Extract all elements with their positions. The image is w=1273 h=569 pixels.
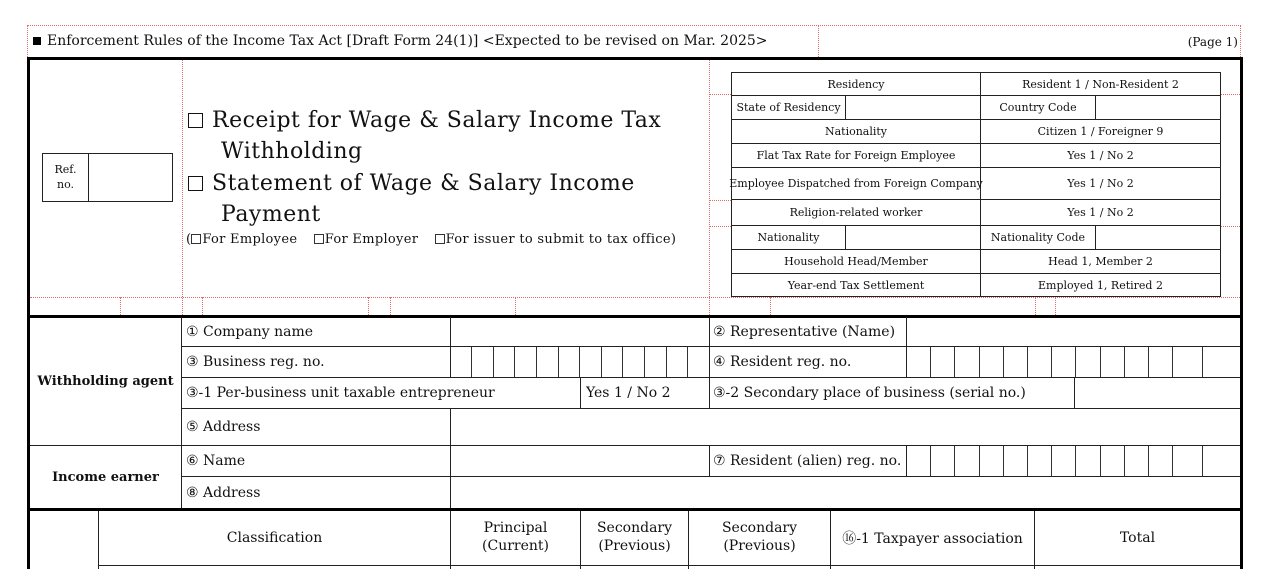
- copy-options: ( For Employee For Employer For issuer to submit to tax office): [186, 232, 677, 247]
- year-end-value[interactable]: Employed 1, Retired 2: [1038, 278, 1163, 292]
- year-end-row: Year-end Tax Settlement Employed 1, Retired 2: [732, 274, 1220, 296]
- page-number: (Page 1): [1187, 35, 1238, 49]
- residency-row: Residency Resident 1 / Non-Resident 2: [732, 73, 1220, 96]
- ref-no-label: Ref. no.: [54, 163, 77, 191]
- resident-reg-label: ④ Resident reg. no.: [713, 354, 852, 370]
- statement-checkbox[interactable]: [188, 176, 203, 191]
- company-name-field[interactable]: [451, 318, 708, 346]
- country-code-field[interactable]: [1096, 96, 1220, 119]
- guide-line: [515, 297, 516, 315]
- withholding-agent-label: Withholding agent: [37, 374, 174, 389]
- resident-alien-label: ⑦ Resident (alien) reg. no.: [713, 453, 902, 469]
- nationality-value[interactable]: Citizen 1 / Foreigner 9: [1037, 125, 1164, 138]
- for-issuer-checkbox[interactable]: [435, 234, 445, 244]
- guide-line: [30, 297, 1240, 298]
- frame-right: [1240, 57, 1243, 569]
- religion-value[interactable]: Yes 1 / No 2: [1067, 206, 1134, 219]
- receipt-checkbox[interactable]: [188, 113, 203, 128]
- resident-alien-reg-field[interactable]: [906, 446, 1240, 476]
- guide-line: [27, 25, 1241, 26]
- guide-line: [202, 297, 203, 315]
- agent-address-label: ⑤ Address: [186, 419, 261, 435]
- per-business-value[interactable]: Yes 1 / No 2: [586, 385, 671, 401]
- guide-line: [770, 297, 771, 315]
- for-employer-label: For Employer: [324, 232, 419, 247]
- principal-header: Principal (Current): [482, 520, 549, 554]
- total-header: Total: [1119, 530, 1156, 546]
- earner-address-label: ⑧ Address: [186, 484, 261, 501]
- flat-tax-value[interactable]: Yes 1 / No 2: [1067, 149, 1134, 162]
- guide-line: [818, 25, 819, 57]
- religion-row: Religion-related worker Yes 1 / No 2: [732, 200, 1220, 226]
- guide-line: [27, 25, 28, 57]
- guide-line: [390, 297, 391, 315]
- guide-line: [1055, 297, 1056, 315]
- dispatched-value[interactable]: Yes 1 / No 2: [1067, 177, 1134, 190]
- guide-line: [1221, 94, 1240, 95]
- secondary-place-label: ③-2 Secondary place of business (serial no.): [713, 385, 1026, 401]
- guide-line: [1035, 297, 1036, 315]
- nationality-code-row: Nationality Nationality Code: [732, 226, 1220, 250]
- title-statement[interactable]: Statement of Wage & Salary Income: [188, 168, 635, 199]
- resident-reg-field[interactable]: [906, 347, 1240, 377]
- ref-no-field[interactable]: [89, 154, 173, 201]
- for-issuer-label: For issuer to submit to tax office): [445, 232, 677, 247]
- classification-header: Classification: [226, 530, 323, 546]
- bullet-square-icon: [33, 37, 41, 45]
- ref-no-box: [42, 153, 173, 202]
- income-earner-label: Income earner: [52, 469, 159, 485]
- title-receipt[interactable]: Receipt for Wage & Salary Income Tax: [188, 105, 661, 136]
- guide-line: [709, 200, 731, 201]
- earner-name-label: ⑥ Name: [186, 453, 246, 469]
- company-name-label: ① Company name: [186, 324, 314, 340]
- title-statement-line2: Payment: [221, 202, 321, 227]
- agent-address-field[interactable]: [451, 409, 1240, 445]
- household-value[interactable]: Head 1, Member 2: [1048, 255, 1153, 268]
- guide-line: [709, 226, 731, 227]
- residency-table: [731, 72, 1221, 297]
- business-reg-label: ③ Business reg. no.: [186, 354, 325, 370]
- dispatched-row: Employee Dispatched from Foreign Company Yes 1 / No 2: [732, 168, 1220, 200]
- nationality-row: Nationality Citizen 1 / Foreigner 9: [732, 120, 1220, 144]
- guide-line: [368, 297, 369, 315]
- nationality-code-field[interactable]: [1096, 226, 1220, 249]
- representative-field[interactable]: [907, 318, 1240, 346]
- earner-address-field[interactable]: [451, 477, 1240, 508]
- for-employee-checkbox[interactable]: [191, 234, 201, 244]
- state-of-residency-row: State of Residency Country Code: [732, 96, 1220, 120]
- guide-line: [120, 297, 121, 315]
- residency-value[interactable]: Resident 1 / Non-Resident 2: [1022, 77, 1179, 91]
- representative-label: ② Representative (Name): [713, 324, 896, 340]
- flat-tax-row: Flat Tax Rate for Foreign Employee Yes 1 / No 2: [732, 144, 1220, 168]
- taxpayer-association-header: ⑯-1 Taxpayer association: [842, 531, 1023, 547]
- guide-line: [182, 60, 183, 315]
- for-employer-checkbox[interactable]: [314, 234, 324, 244]
- nationality-field[interactable]: [846, 226, 981, 249]
- title-receipt-line2: Withholding: [221, 139, 363, 164]
- frame-top: [27, 57, 1242, 60]
- guide-line: [709, 60, 710, 315]
- guide-line: [709, 94, 731, 95]
- state-of-residency-field[interactable]: [846, 96, 981, 119]
- secondary-place-field[interactable]: [1075, 378, 1240, 408]
- form-reference: [33, 31, 768, 51]
- secondary-header-1: Secondary (Previous): [596, 520, 673, 554]
- guide-line: [1240, 25, 1241, 57]
- form-reference-text: Enforcement Rules of the Income Tax Act [Draft Form 24(1)] <Expected to be revised on Mar. 2025>: [47, 33, 768, 49]
- secondary-header-2: Secondary (Previous): [721, 520, 798, 554]
- for-employee-label: For Employee: [202, 232, 298, 247]
- guide-line: [1221, 226, 1240, 227]
- business-reg-field[interactable]: [450, 347, 709, 377]
- earner-name-field[interactable]: [451, 446, 708, 476]
- household-row: Household Head/Member Head 1, Member 2: [732, 250, 1220, 274]
- per-business-label: ③-1 Per-business unit taxable entrepreneur: [186, 385, 495, 401]
